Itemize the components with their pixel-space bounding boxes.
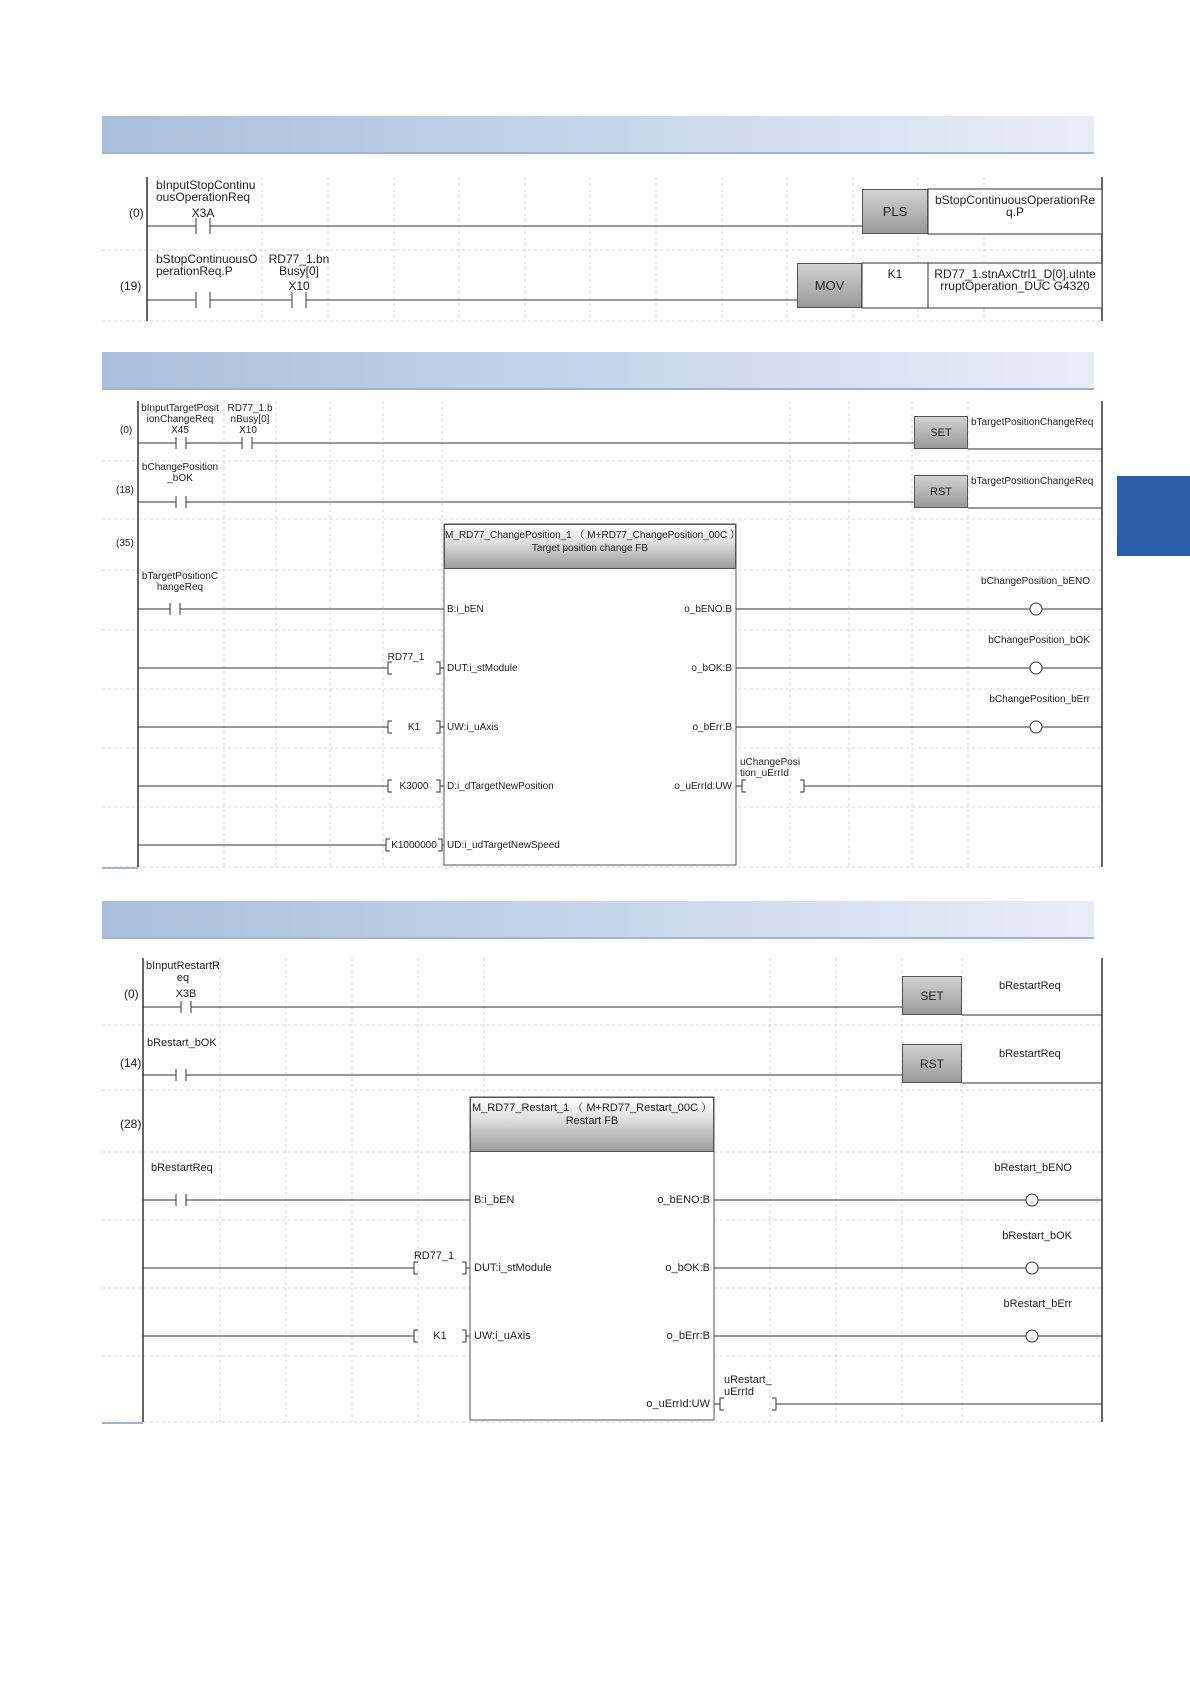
contact-label: RD77_1.bnBusy[0]: [268, 252, 330, 278]
pls-operand: bStopContinuousOperationReq.P: [934, 193, 1096, 219]
fb-title: M_RD77_ChangePosition_1 （ M+RD77_ChangePosition_00C ）: [445, 530, 740, 541]
fb-output-pin: o_bOK:B: [691, 663, 732, 674]
step-number: (28): [120, 1117, 142, 1131]
en-contact-label: bRestartReq: [151, 1162, 213, 1174]
contact-label: RD77_1.bnBusy[0]: [227, 403, 273, 425]
mov-source: K1: [887, 267, 903, 281]
fb-input-pin: UD:i_udTargetNewSpeed: [447, 840, 560, 851]
fb-subtitle: Restart FB: [565, 1115, 619, 1127]
step-number: (18): [116, 485, 134, 496]
fb-argument: RD77_1: [413, 1250, 455, 1262]
pls-instruction[interactable]: PLS: [862, 189, 928, 234]
set-instruction[interactable]: SET: [914, 416, 968, 449]
contact-label: bStopContinuousOperationReq.P: [156, 252, 258, 278]
fb-header[interactable]: [444, 524, 740, 569]
step-number: (0): [124, 987, 139, 1001]
fb-input-pin: UW:i_uAxis: [447, 722, 499, 733]
set-operand: bRestartReq: [999, 980, 1061, 992]
contact-label: bInputRestartReq: [146, 960, 220, 984]
contact-device: X3B: [175, 988, 197, 1000]
contact-device: X45: [171, 425, 189, 436]
output-coil-label: bChangePosition_bENO: [981, 576, 1090, 587]
mov-destination: RD77_1.stnAxCtrl1_D[0].uInterruptOperation_DUC G4320: [934, 267, 1096, 293]
step-number: (19): [120, 279, 142, 293]
rst-instruction[interactable]: RST: [902, 1044, 962, 1083]
fb-input-pin: UW:i_uAxis: [474, 1330, 531, 1342]
set-operand: bTargetPositionChangeReq: [971, 417, 1094, 428]
fb-input-pin: B:i_bEN: [474, 1194, 515, 1206]
output-variable: uChangePosition_uErrId: [740, 757, 801, 779]
fb-output-pin: o_bENO:B: [657, 1194, 710, 1206]
fb-title: M_RD77_Restart_1 （ M+RD77_Restart_00C ）: [472, 1102, 712, 1114]
fb-argument: RD77_1: [387, 652, 425, 663]
step-number: (35): [116, 538, 134, 549]
rst-operand: bTargetPositionChangeReq: [971, 476, 1094, 487]
contact-label: bRestart_bOK: [147, 1037, 217, 1049]
fb-argument: K1: [407, 722, 421, 733]
contact-label: bInputTargetPositionChangeReq: [141, 403, 219, 425]
fb-subtitle: Target position change FB: [531, 543, 649, 554]
fb-output-pin: o_bErr:B: [692, 722, 732, 733]
fb-header[interactable]: [470, 1097, 714, 1152]
contact-device: X10: [239, 425, 257, 436]
contact-device: X3A: [191, 206, 215, 220]
output-coil-label: bRestart_bOK: [1002, 1230, 1072, 1242]
fb-argument: K1000000: [391, 840, 437, 851]
rst-instruction[interactable]: RST: [914, 475, 968, 508]
step-number: (0): [120, 425, 133, 436]
rst-operand: bRestartReq: [999, 1048, 1061, 1060]
fb-output-pin: o_bErr:B: [666, 1330, 710, 1342]
output-variable: uRestart_uErrId: [724, 1374, 772, 1398]
fb-argument: K3000: [399, 781, 429, 792]
fb-output-pin: o_bENO:B: [684, 604, 732, 615]
output-coil-label: bChangePosition_bErr: [989, 694, 1090, 705]
fb-output-pin: o_uErrId:UW: [674, 781, 732, 792]
fb-output-pin: o_uErrId:UW: [646, 1398, 710, 1410]
set-instruction[interactable]: SET: [902, 976, 962, 1015]
fb-input-pin: D:i_dTargetNewPosition: [447, 781, 554, 792]
fb-argument: K1: [433, 1330, 447, 1342]
fb-input-pin: DUT:i_stModule: [447, 663, 518, 674]
output-coil-label: bRestart_bENO: [994, 1162, 1072, 1174]
ladder2-fb: [138, 524, 1102, 865]
fb-input-pin: B:i_bEN: [447, 604, 484, 615]
mov-instruction[interactable]: MOV: [797, 263, 862, 308]
contact-device: X10: [288, 279, 310, 293]
en-contact-label: bTargetPositionChangeReq: [141, 571, 219, 593]
fb-output-pin: o_bOK:B: [665, 1262, 710, 1274]
output-coil-label: bChangePosition_bOK: [988, 635, 1090, 646]
output-coil-label: bRestart_bErr: [1003, 1298, 1072, 1310]
step-number: (0): [129, 206, 144, 220]
fb-input-pin: DUT:i_stModule: [474, 1262, 552, 1274]
step-number: (14): [120, 1056, 142, 1070]
contact-label: bInputStopContinuousOperationReq: [156, 178, 256, 204]
contact-label: bChangePosition_bOK: [141, 462, 219, 484]
